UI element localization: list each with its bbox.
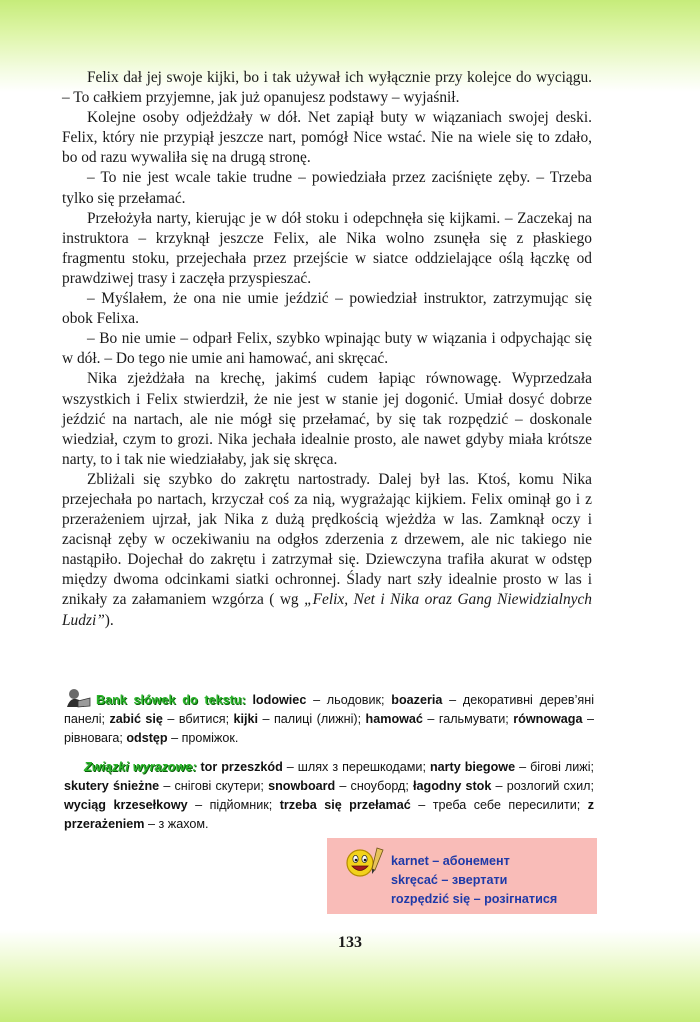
story-paragraph: – Myślałem, że ona nie umie jeździć – powiedział instruktor, zatrzymując się obok Felixa. bbox=[62, 290, 592, 328]
phrase-word: wyciąg krzesełkowy bbox=[64, 798, 188, 812]
vocabulary-section bbox=[64, 689, 594, 834]
vocab-word: boazeria bbox=[391, 693, 443, 707]
story-paragraph: – Bo nie umie – odparł Felix, szybko wpinając buty w wiązania i odpychając się w dół. – Do tego nie umie ani hamować, ani skręcać. bbox=[62, 330, 592, 368]
story-paragraph: Felix dał jej swoje kijki, bo i tak używał ich wyłącznie przy kolejce do wyciągu. – To całkiem przyjemne, jak już opanujesz podstawy – wyjaśnił. bbox=[62, 69, 592, 107]
phrase-word: narty biegowe bbox=[429, 760, 516, 774]
phrase-translation: – сноуборд; bbox=[335, 779, 414, 793]
vocab-translation: – гальмувати; bbox=[422, 712, 514, 726]
note-line: skręcać – звертати bbox=[391, 873, 508, 887]
phrases bbox=[64, 758, 594, 834]
note-box bbox=[327, 838, 597, 914]
vocab-translation: – вбитися; bbox=[162, 712, 234, 726]
source-close: ). bbox=[104, 611, 114, 629]
story-paragraph: – To nie jest wcale takie trudne – powiedziała przez zaciśnięte zęby. – Trzeba tylko się przełamać. bbox=[62, 169, 592, 207]
phrase-translation: – з жахом. bbox=[144, 817, 209, 831]
vocab-translation: – декоративні дерев’яні панелі; bbox=[64, 693, 594, 726]
phrase-word: skutery śnieżne bbox=[64, 779, 160, 793]
vocab-translation: – рівновага; bbox=[64, 712, 594, 745]
smiley-pencil-icon bbox=[343, 844, 389, 880]
story-paragraph: Nika zjeżdżała na krechę, jakimś cudem łapiąc równowagę. Wyprzedzała wszystkich i Felix stwierdził, że nie jest w stanie jej dogonić. Umiał dosyć dobrze jeździć na nartach, ale nie mógł się przełamać, by się tak rozpędzić – doskonale wiedział, czym to grozi. Nika jechała idealnie prosto, ale nawet gdyby miała krótsze narty, to i tak nie wiedziałaby, jak się skręca. bbox=[62, 370, 592, 468]
phrase-word: łagodny stok bbox=[413, 779, 492, 793]
phrase-word: trzeba się przełamać bbox=[279, 798, 411, 812]
phrase-word: snowboard bbox=[268, 779, 336, 793]
note-lines bbox=[391, 852, 557, 909]
phrase-translation: – треба себе пересилити; bbox=[410, 798, 588, 812]
page-number: 133 bbox=[338, 934, 362, 951]
vocab-word: lodowiec bbox=[252, 693, 307, 707]
vocab-word: równowaga bbox=[513, 712, 583, 726]
phrase-translation: – снігові скутери; bbox=[159, 779, 269, 793]
phrase-translation: – розлогий схил; bbox=[491, 779, 594, 793]
vocab-bank bbox=[64, 689, 594, 748]
phrase-translation: – шлях з перешкодами; bbox=[282, 760, 430, 774]
reading-person-icon bbox=[64, 689, 92, 709]
vocab-word: kijki bbox=[233, 712, 259, 726]
story-text bbox=[62, 68, 592, 631]
story-paragraph-last bbox=[62, 470, 592, 631]
vocab-word: zabić się bbox=[109, 712, 163, 726]
vocab-translation: – палиці (лижні); bbox=[258, 712, 366, 726]
phrase-translation: – підйомник; bbox=[187, 798, 280, 812]
last-paragraph-text: Zbliżali się szybko do zakrętu nartostrady. Dalej był las. Ktoś, komu Nika przejechała po nartach, krzyczał coś za nią, wygrażając kijkiem. Felix ominął go i z przerażeniem ujrzał, jak Nika z dużą prędkością wjeżdża w las. Zamknął oczy i zacisnął zęby w oczekiwaniu na odgłos zderzenia z drzewem, ale nic takiego nie nastąpiło. Dojechał do zakrętu i zatrzymał się. Dziewczyna trafiła akurat w odstęp między dwoma odcinkami siatki ochronnej. Ślady nart szły idealnie prosto w las i znikały za załamaniem wzgórza ( wg bbox=[62, 470, 592, 609]
phrases-heading: Związki wyrazowe: bbox=[84, 760, 197, 774]
story-paragraph: Kolejne osoby odjeżdżały w dół. Net zapiął buty w wiązaniach swojej deski. Felix, który nie przypiął jeszcze nart, pomógł Nice wstać. Nie na wiele się to zdało, bo od razu wywaliła się na drugą stronę. bbox=[62, 109, 592, 167]
vocab-bank-heading: Bank słówek do tekstu: bbox=[96, 693, 246, 707]
source-title: „Felix, Net i Nika oraz Gang Niewidzialnych Ludzi” bbox=[62, 591, 592, 629]
phrase-word: tor przeszkód bbox=[200, 760, 283, 774]
story-paragraph: Przełożyła narty, kierując je w dół stoku i odepchnęła się kijkami. – Zaczekaj na instruktora – krzyknął jeszcze Felix, ale Nika wolno zsunęła się z płaskiego fragmentu stoku, przejechała przez przejście w siatce oddzielające oślą łączkę od prawdziwej trasy i zaczęła przyspieszać. bbox=[62, 209, 592, 287]
vocab-word: odstęp bbox=[126, 731, 168, 745]
vocab-word: hamować bbox=[365, 712, 423, 726]
phrase-translation: – бігові лижі; bbox=[515, 760, 594, 774]
phrase-word: z przerażeniem bbox=[64, 798, 594, 831]
note-line: karnet – абонемент bbox=[391, 854, 510, 868]
note-line: rozpędzić się – розігнатися bbox=[391, 892, 558, 906]
vocab-translation: – проміжок. bbox=[167, 731, 239, 745]
vocab-translation: – льодовик; bbox=[306, 693, 392, 707]
